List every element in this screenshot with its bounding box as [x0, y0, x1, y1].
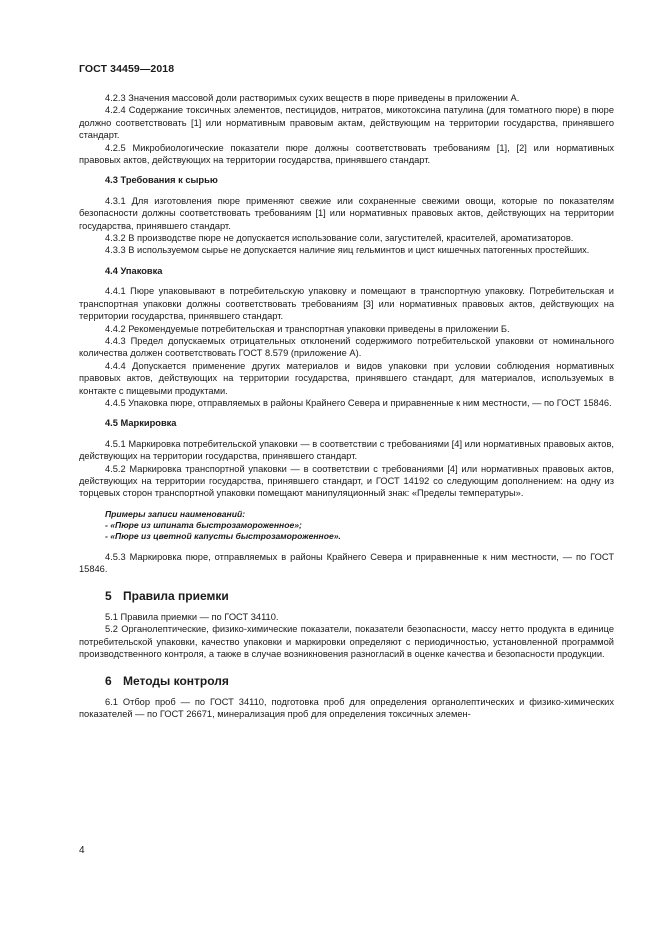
paragraph-6-1: 6.1 Отбор проб — по ГОСТ 34110, подготовка проб для определения органолептических и физико-химических показателей — по ГОСТ 26671, минерализация проб для определения токсичных элемен- [79, 697, 614, 720]
standard-code-header: ГОСТ 34459—2018 [79, 63, 175, 75]
paragraph-4-4-2: 4.4.2 Рекомендуемые потребительская и транспортная упаковки приведены в приложении Б. [105, 323, 510, 334]
paragraph-4-4-4: 4.4.4 Допускается применение других материалов и видов упаковки при условии соблюдения нормативных правовых актов, действующих на территории государства, принявшего стандарт, для материалов, используемых в контакте с пищевыми продуктами. [79, 360, 614, 396]
section-title: Правила приемки [123, 588, 229, 603]
paragraph-5-2: 5.2 Органолептические, физико-химические показатели, показатели безопасности, массу нетто продукта в единице потребительской упаковки, качество упаковки и маркировки определяют с периодичностью, установленной программой производственного контроля, а также в случае возникновения разногласий в оценке качества и безопасности продукции. [79, 624, 614, 660]
paragraph-4-4-1: 4.4.1 Пюре упаковывают в потребительскую упаковку и помещают в транспортную упаковку. Потребительская и транспортная упаковки должны соответствовать требованиям [3] или нормативных правовых актов, действующих на территории государства, принявшего стандарт. [79, 286, 614, 322]
paragraph-4-5-2: 4.5.2 Маркировка транспортной упаковки — в соответствии с требованиями [4] или нормативных правовых актов, действующих на территории государства, принявшего стандарт, и ГОСТ 14192 со следующим дополнением: на одну из торцевых сторон транспортной упаковки помещают манипуляционный знак: «Пределы температуры». [79, 463, 614, 499]
section-number: 5 [105, 588, 112, 603]
page-number: 4 [79, 845, 85, 856]
section-heading-6 [105, 675, 614, 687]
subsection-heading-4-3: 4.3 Требования к сырью [105, 175, 218, 186]
paragraph-5-1: 5.1 Правила приемки — по ГОСТ 34110. [105, 612, 279, 622]
section-heading-5 [105, 590, 614, 602]
example-item: - «Пюре из цветной капусты быстрозамороженное». [105, 530, 341, 541]
paragraph-4-5-3: 4.5.3 Маркировка пюре, отправляемых в районы Крайнего Севера и приравненные к ним местности, — по ГОСТ 15846. [79, 551, 614, 575]
section-number: 6 [105, 673, 112, 688]
subsection-heading-4-4: 4.4 Упаковка [105, 265, 163, 276]
subsection-heading-4-5: 4.5 Маркировка [105, 418, 177, 429]
section-title: Методы контроля [123, 673, 229, 688]
paragraph-4-2-5: 4.2.5 Микробиологические показатели пюре должны соответствовать требованиям [1], [2] или нормативных правовых актов, действующих на территории государства, принявшего стандарт. [79, 142, 614, 166]
paragraph-4-3-1: 4.3.1 Для изготовления пюре применяют свежие или сохраненные свежими овощи, которые по показателям безопасности должны соответствовать требованиям [1] или нормативных правовых актов, действующих на территории государства, принявшего стандарт. [79, 195, 614, 231]
example-item: - «Пюре из шпината быстрозамороженное»; [105, 519, 302, 530]
paragraph-4-5-1: 4.5.1 Маркировка потребительской упаковки — в соответствии с требованиями [4] или нормативных правовых актов, действующих на территории государства, принявшего стандарт. [79, 438, 614, 462]
examples-title: Примеры записи наименований: [105, 508, 246, 519]
paragraph-4-2-3: 4.2.3 Значения массовой доли растворимых сухих веществ в пюре приведены в приложении А. [105, 93, 520, 103]
paragraph-4-2-4: 4.2.4 Содержание токсичных элементов, пестицидов, нитратов, микотоксина патулина (для томатного пюре) в пюре должно соответствовать [1] или нормативным правовым актам, действующим на территории государства, принявшего стандарт. [79, 105, 614, 141]
document-body [79, 92, 614, 721]
paragraph-4-4-3: 4.4.3 Предел допускаемых отрицательных отклонений содержимого потребительской упаковки от номинального количества должен соответствовать ГОСТ 8.579 (приложение А). [79, 335, 614, 359]
paragraph-4-3-3: 4.3.3 В используемом сырье не допускается наличие яиц гельминтов и цист кишечных патогенных простейших. [105, 245, 590, 256]
paragraph-4-4-5: 4.4.5 Упаковка пюре, отправляемых в районы Крайнего Севера и приравненные к ним местности, — по ГОСТ 15846. [105, 397, 612, 408]
paragraph-4-3-2: 4.3.2 В производстве пюре не допускается использование соли, загустителей, красителей, ароматизаторов. [105, 233, 574, 244]
